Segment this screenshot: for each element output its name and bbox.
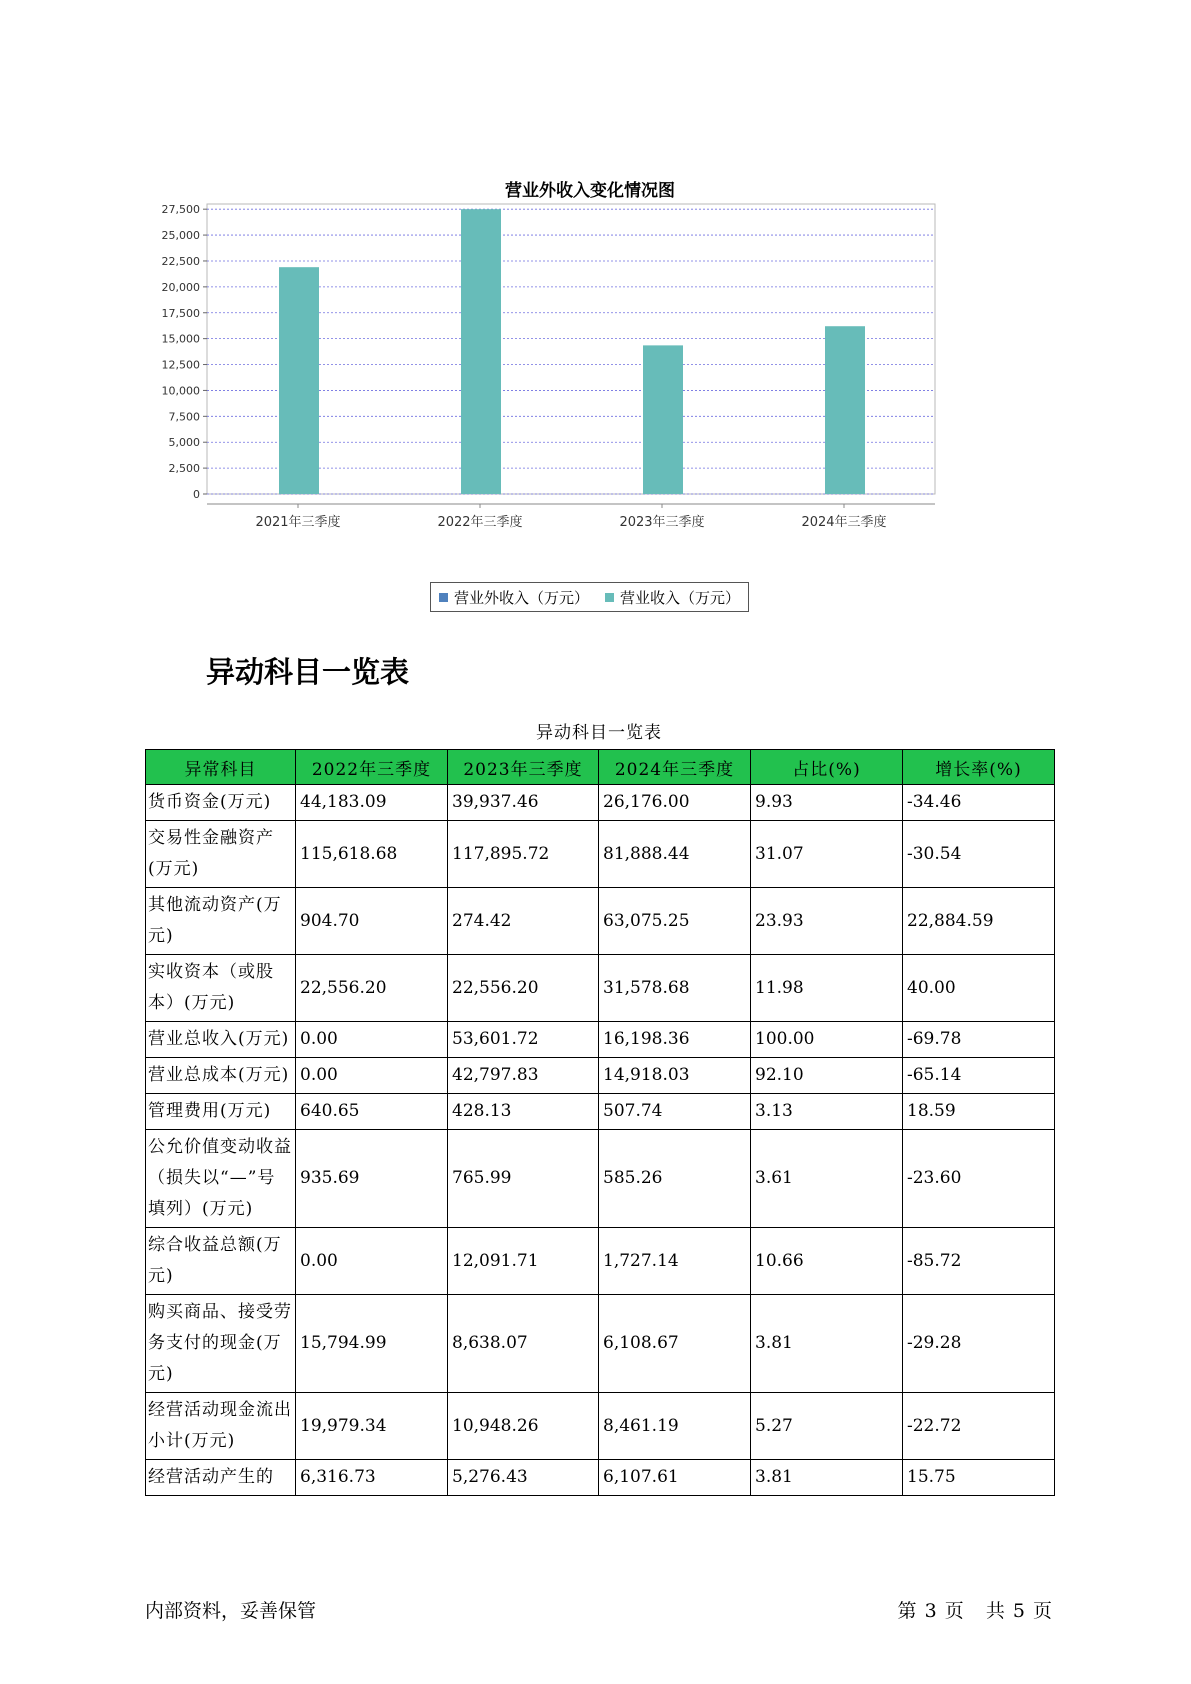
cell-2022q3: 0.00 [296, 1058, 448, 1094]
y-tick-label: 12,500 [161, 358, 200, 372]
cell-subject: 营业总成本(万元) [146, 1058, 296, 1094]
cell-2024q3: 1,727.14 [599, 1228, 751, 1295]
cell-subject: 交易性金融资产(万元) [146, 821, 296, 888]
legend-item-revenue [605, 587, 740, 608]
cell-2022q3: 640.65 [296, 1094, 448, 1130]
cell-growth: -34.46 [903, 785, 1055, 821]
cell-2022q3: 904.70 [296, 888, 448, 955]
cell-2023q3: 117,895.72 [448, 821, 599, 888]
y-tick-label: 20,000 [161, 280, 200, 294]
cell-subject: 公允价值变动收益（损失以“—”号填列）(万元) [146, 1130, 296, 1228]
table-body [146, 785, 1055, 1496]
table-row [146, 1295, 1055, 1393]
cell-growth: -23.60 [903, 1130, 1055, 1228]
y-tick-label: 5,000 [168, 436, 200, 450]
cell-subject: 经营活动现金流出小计(万元) [146, 1393, 296, 1460]
cell-ratio: 3.61 [751, 1130, 903, 1228]
table-row [146, 1130, 1055, 1228]
header-growth: 增长率(%) [903, 750, 1055, 785]
cell-2024q3: 6,108.67 [599, 1295, 751, 1393]
footer-confidential: 内部资料，妥善保管 [145, 1600, 317, 1622]
chart-legend [430, 582, 749, 612]
cell-growth: 15.75 [903, 1460, 1055, 1496]
section-heading: 异动科目一览表 [206, 655, 410, 689]
bar-revenue [825, 326, 865, 494]
table-row [146, 785, 1055, 821]
table-row [146, 888, 1055, 955]
cell-ratio: 5.27 [751, 1393, 903, 1460]
cell-ratio: 11.98 [751, 955, 903, 1022]
cell-2023q3: 12,091.71 [448, 1228, 599, 1295]
cell-2024q3: 63,075.25 [599, 888, 751, 955]
bar-revenue [643, 345, 683, 494]
cell-2022q3: 115,618.68 [296, 821, 448, 888]
table-row [146, 1228, 1055, 1295]
y-tick-label: 7,500 [168, 410, 200, 424]
table-caption: 异动科目一览表 [536, 723, 662, 743]
cell-2024q3: 507.74 [599, 1094, 751, 1130]
chart-plot [150, 170, 1030, 580]
cell-2022q3: 935.69 [296, 1130, 448, 1228]
cell-2023q3: 5,276.43 [448, 1460, 599, 1496]
cell-2024q3: 6,107.61 [599, 1460, 751, 1496]
legend-swatch-other-income [439, 593, 448, 602]
cell-2024q3: 16,198.36 [599, 1022, 751, 1058]
cell-2022q3: 6,316.73 [296, 1460, 448, 1496]
y-tick-label: 27,500 [161, 203, 200, 217]
table-row [146, 1393, 1055, 1460]
x-tick-label: 2024年三季度 [801, 515, 887, 530]
y-tick-label: 0 [193, 488, 200, 501]
x-tick-label: 2022年三季度 [437, 515, 523, 530]
legend-label-other-income: 营业外收入（万元） [454, 588, 590, 607]
cell-subject: 综合收益总额(万元) [146, 1228, 296, 1295]
cell-2022q3: 0.00 [296, 1022, 448, 1058]
cell-2022q3: 44,183.09 [296, 785, 448, 821]
y-tick-label: 17,500 [161, 306, 200, 320]
legend-item-other-income [439, 587, 589, 608]
header-2023q3: 2023年三季度 [448, 750, 599, 785]
table-row [146, 1460, 1055, 1496]
cell-growth: -22.72 [903, 1393, 1055, 1460]
cell-subject: 管理费用(万元) [146, 1094, 296, 1130]
cell-ratio: 3.13 [751, 1094, 903, 1130]
y-tick-label: 10,000 [161, 384, 200, 398]
header-2024q3: 2024年三季度 [599, 750, 751, 785]
cell-growth: 40.00 [903, 955, 1055, 1022]
chart-title: 营业外收入变化情况图 [505, 181, 675, 201]
cell-2023q3: 53,601.72 [448, 1022, 599, 1058]
revenue-chart [150, 170, 1030, 620]
cell-growth: -30.54 [903, 821, 1055, 888]
bar-revenue [279, 267, 319, 494]
table-row [146, 1022, 1055, 1058]
cell-2024q3: 31,578.68 [599, 955, 751, 1022]
table-row [146, 1094, 1055, 1130]
cell-growth: -85.72 [903, 1228, 1055, 1295]
footer-page-number: 第 3 页 共 5 页 [897, 1600, 1053, 1622]
cell-2022q3: 22,556.20 [296, 955, 448, 1022]
legend-label-revenue: 营业收入（万元） [620, 588, 741, 607]
table-row [146, 955, 1055, 1022]
cell-2023q3: 765.99 [448, 1130, 599, 1228]
cell-ratio: 3.81 [751, 1460, 903, 1496]
cell-growth: 22,884.59 [903, 888, 1055, 955]
y-tick-label: 25,000 [161, 229, 200, 243]
cell-ratio: 31.07 [751, 821, 903, 888]
legend-swatch-revenue [605, 593, 614, 602]
header-ratio: 占比(%) [751, 750, 903, 785]
cell-ratio: 10.66 [751, 1228, 903, 1295]
anomaly-table [145, 749, 1055, 1496]
cell-2023q3: 274.42 [448, 888, 599, 955]
cell-2023q3: 428.13 [448, 1094, 599, 1130]
cell-2022q3: 0.00 [296, 1228, 448, 1295]
table-header-row [146, 750, 1055, 785]
table-row [146, 1058, 1055, 1094]
header-subject: 异常科目 [146, 750, 296, 785]
cell-subject: 营业总收入(万元) [146, 1022, 296, 1058]
cell-ratio: 92.10 [751, 1058, 903, 1094]
cell-subject: 货币资金(万元) [146, 785, 296, 821]
cell-subject: 其他流动资产(万元) [146, 888, 296, 955]
cell-growth: -65.14 [903, 1058, 1055, 1094]
cell-2023q3: 42,797.83 [448, 1058, 599, 1094]
bar-revenue [461, 209, 501, 494]
y-tick-label: 22,500 [161, 254, 200, 268]
cell-2024q3: 585.26 [599, 1130, 751, 1228]
cell-2023q3: 8,638.07 [448, 1295, 599, 1393]
cell-2023q3: 39,937.46 [448, 785, 599, 821]
cell-2022q3: 15,794.99 [296, 1295, 448, 1393]
cell-2024q3: 14,918.03 [599, 1058, 751, 1094]
x-tick-label: 2021年三季度 [255, 515, 341, 530]
y-tick-label: 2,500 [168, 462, 200, 476]
cell-2022q3: 19,979.34 [296, 1393, 448, 1460]
cell-subject: 经营活动产生的 [146, 1460, 296, 1496]
cell-ratio: 23.93 [751, 888, 903, 955]
cell-ratio: 100.00 [751, 1022, 903, 1058]
cell-growth: -29.28 [903, 1295, 1055, 1393]
cell-growth: 18.59 [903, 1094, 1055, 1130]
cell-2023q3: 10,948.26 [448, 1393, 599, 1460]
cell-subject: 实收资本（或股本）(万元) [146, 955, 296, 1022]
cell-2024q3: 26,176.00 [599, 785, 751, 821]
cell-ratio: 9.93 [751, 785, 903, 821]
cell-growth: -69.78 [903, 1022, 1055, 1058]
y-tick-label: 15,000 [161, 332, 200, 346]
x-tick-label: 2023年三季度 [619, 515, 705, 530]
header-2022q3: 2022年三季度 [296, 750, 448, 785]
cell-2024q3: 8,461.19 [599, 1393, 751, 1460]
table-row [146, 821, 1055, 888]
cell-ratio: 3.81 [751, 1295, 903, 1393]
cell-subject: 购买商品、接受劳务支付的现金(万元) [146, 1295, 296, 1393]
cell-2023q3: 22,556.20 [448, 955, 599, 1022]
cell-2024q3: 81,888.44 [599, 821, 751, 888]
